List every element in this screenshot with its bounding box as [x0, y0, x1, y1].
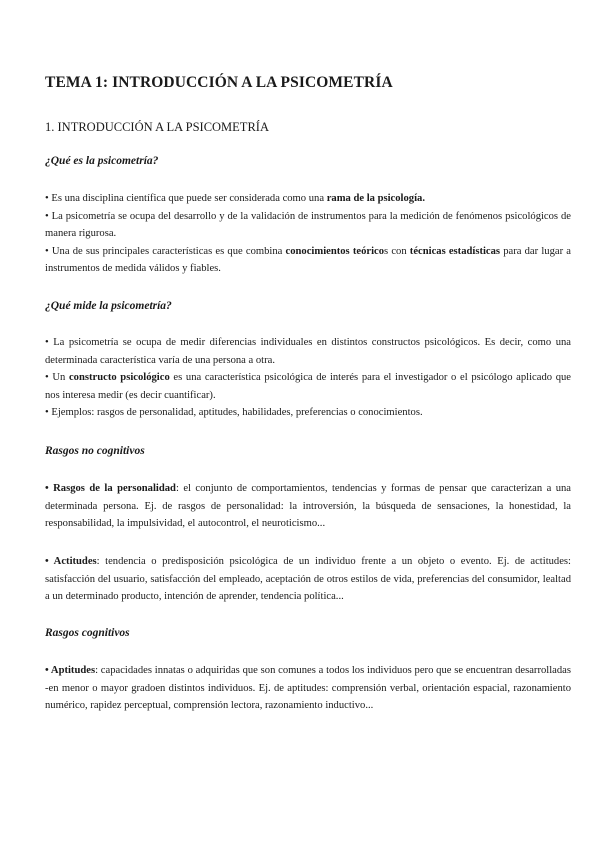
paragraph-rasgos-personalidad: • Rasgos de la personalidad: el conjunto de comportamientos, tendencias y formas de pensar que caracterizan a una determinada persona. Ej. de rasgos de personalidad: la introversión, la búsqueda de sensaciones, la honestidad, la responsabilidad, la impulsividad, el autocontrol, el neuroticismo...: [45, 483, 571, 530]
bullet-disciplina: • Es una disciplina científica que puede ser considerada como una rama de la psicología.: [45, 193, 425, 204]
paragraph-aptitudes: • Aptitudes: capacidades innatas o adquiridas que son comunes a todos los individuos pero que se encuentran desarrolladas -en menor o mayor gradoen distintos individuos. Ej. de aptitudes: comprensión verbal, orientación espacial, razonamiento numérico, rapidez perceptual, comprensión lectora, razonamiento inductivo...: [45, 665, 571, 712]
subheading-que-es: ¿Qué es la psicometría?: [45, 155, 159, 167]
document-title: TEMA 1: INTRODUCCIÓN A LA PSICOMETRÍA: [45, 74, 393, 91]
bullet-desarrollo: • La psicometría se ocupa del desarrollo y de la validación de instrumentos para la medición de fenómenos psicológicos de manera rigurosa.: [45, 210, 571, 240]
bullet-ejemplos: • Ejemplos: rasgos de personalidad, aptitudes, habilidades, preferencias o conocimientos.: [45, 407, 423, 419]
subheading-que-mide: ¿Qué mide la psicometría?: [45, 300, 172, 312]
paragraph-actitudes: • Actitudes: tendencia o predisposición psicológica de un individuo frente a un objeto o evento. Ej. de actitudes: satisfacción del usuario, satisfacción del empleado, aceptación de otros estilos de vida, preferencias del consumidor, lealtad a un determinado producto, intención de aprender, tendencia política...: [45, 556, 571, 603]
que-es-bullets: [45, 190, 571, 278]
section-heading: 1. INTRODUCCIÓN A LA PSICOMETRÍA: [45, 120, 269, 134]
subheading-rasgos-cognitivos: Rasgos cognitivos: [45, 627, 130, 639]
bullet-diferencias: • La psicometría se ocupa de medir diferencias individuales en distintos constructos psicológicos. Es decir, como una determinada característica varía de una persona a otra.: [45, 337, 571, 366]
que-mide-bullets: [45, 334, 571, 422]
bullet-constructo: • Un constructo psicológico es una característica psicológica de interés para el investigador o el psicólogo aplicado que nos interesa medir (es decir cuantificar).: [45, 372, 572, 401]
subheading-rasgos-no-cognitivos: Rasgos no cognitivos: [45, 445, 145, 457]
bullet-caracteristicas: • Una de sus principales características es que combina conocimientos teóricos con técnicas estadísticas para dar lugar a instrumentos de medida válidos y fiables.: [45, 245, 571, 275]
